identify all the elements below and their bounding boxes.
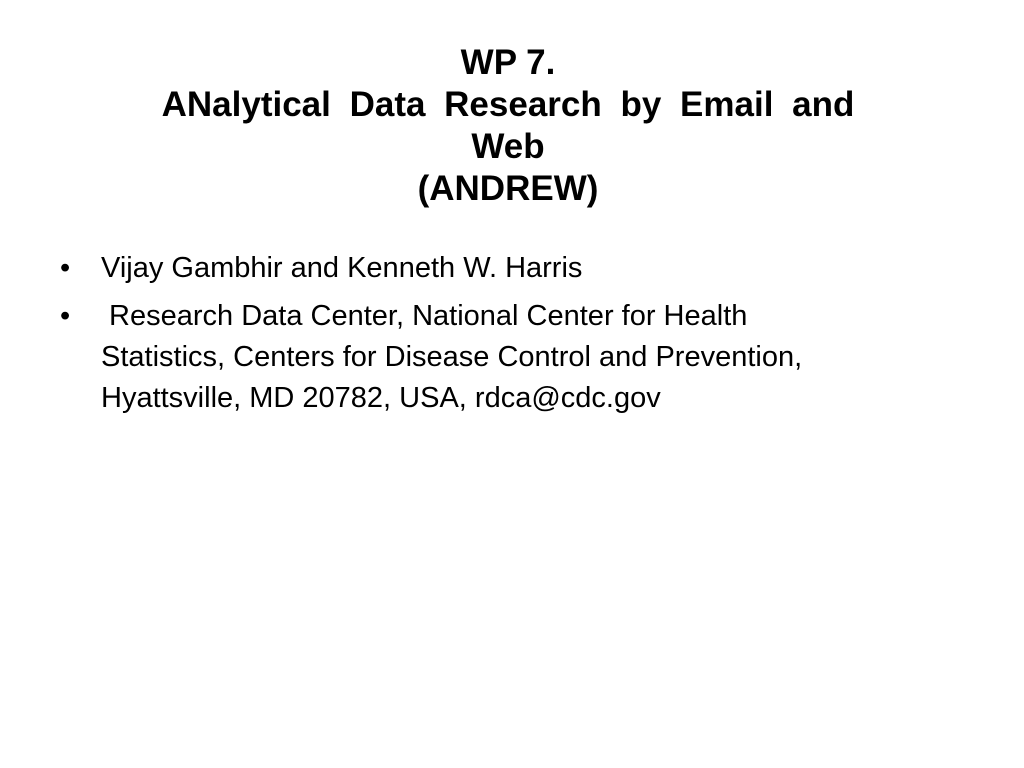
affiliation-line-3: Hyattsville, MD 20782, USA, rdca@cdc.gov bbox=[101, 382, 661, 414]
bullet-marker: • bbox=[60, 300, 71, 332]
title-line-3: Web bbox=[471, 127, 545, 166]
title-line-4: (ANDREW) bbox=[417, 169, 599, 208]
bullet-marker: • bbox=[60, 252, 71, 284]
title-line-2: ANalytical Data Research by Email and bbox=[161, 85, 855, 124]
title-line-1: WP 7. bbox=[460, 43, 556, 82]
slide-title bbox=[90, 42, 926, 210]
affiliation-line-1: Research Data Center, National Center for Health bbox=[101, 300, 748, 332]
affiliation-line-2: Statistics, Centers for Disease Control and Prevention, bbox=[101, 341, 803, 373]
bullet-list bbox=[60, 248, 960, 426]
bullet-text bbox=[101, 248, 960, 289]
authors-line: Vijay Gambhir and Kenneth W. Harris bbox=[101, 252, 583, 284]
bullet-text bbox=[101, 296, 960, 419]
bullet-item-authors bbox=[60, 248, 960, 289]
bullet-item-affiliation bbox=[60, 296, 960, 419]
